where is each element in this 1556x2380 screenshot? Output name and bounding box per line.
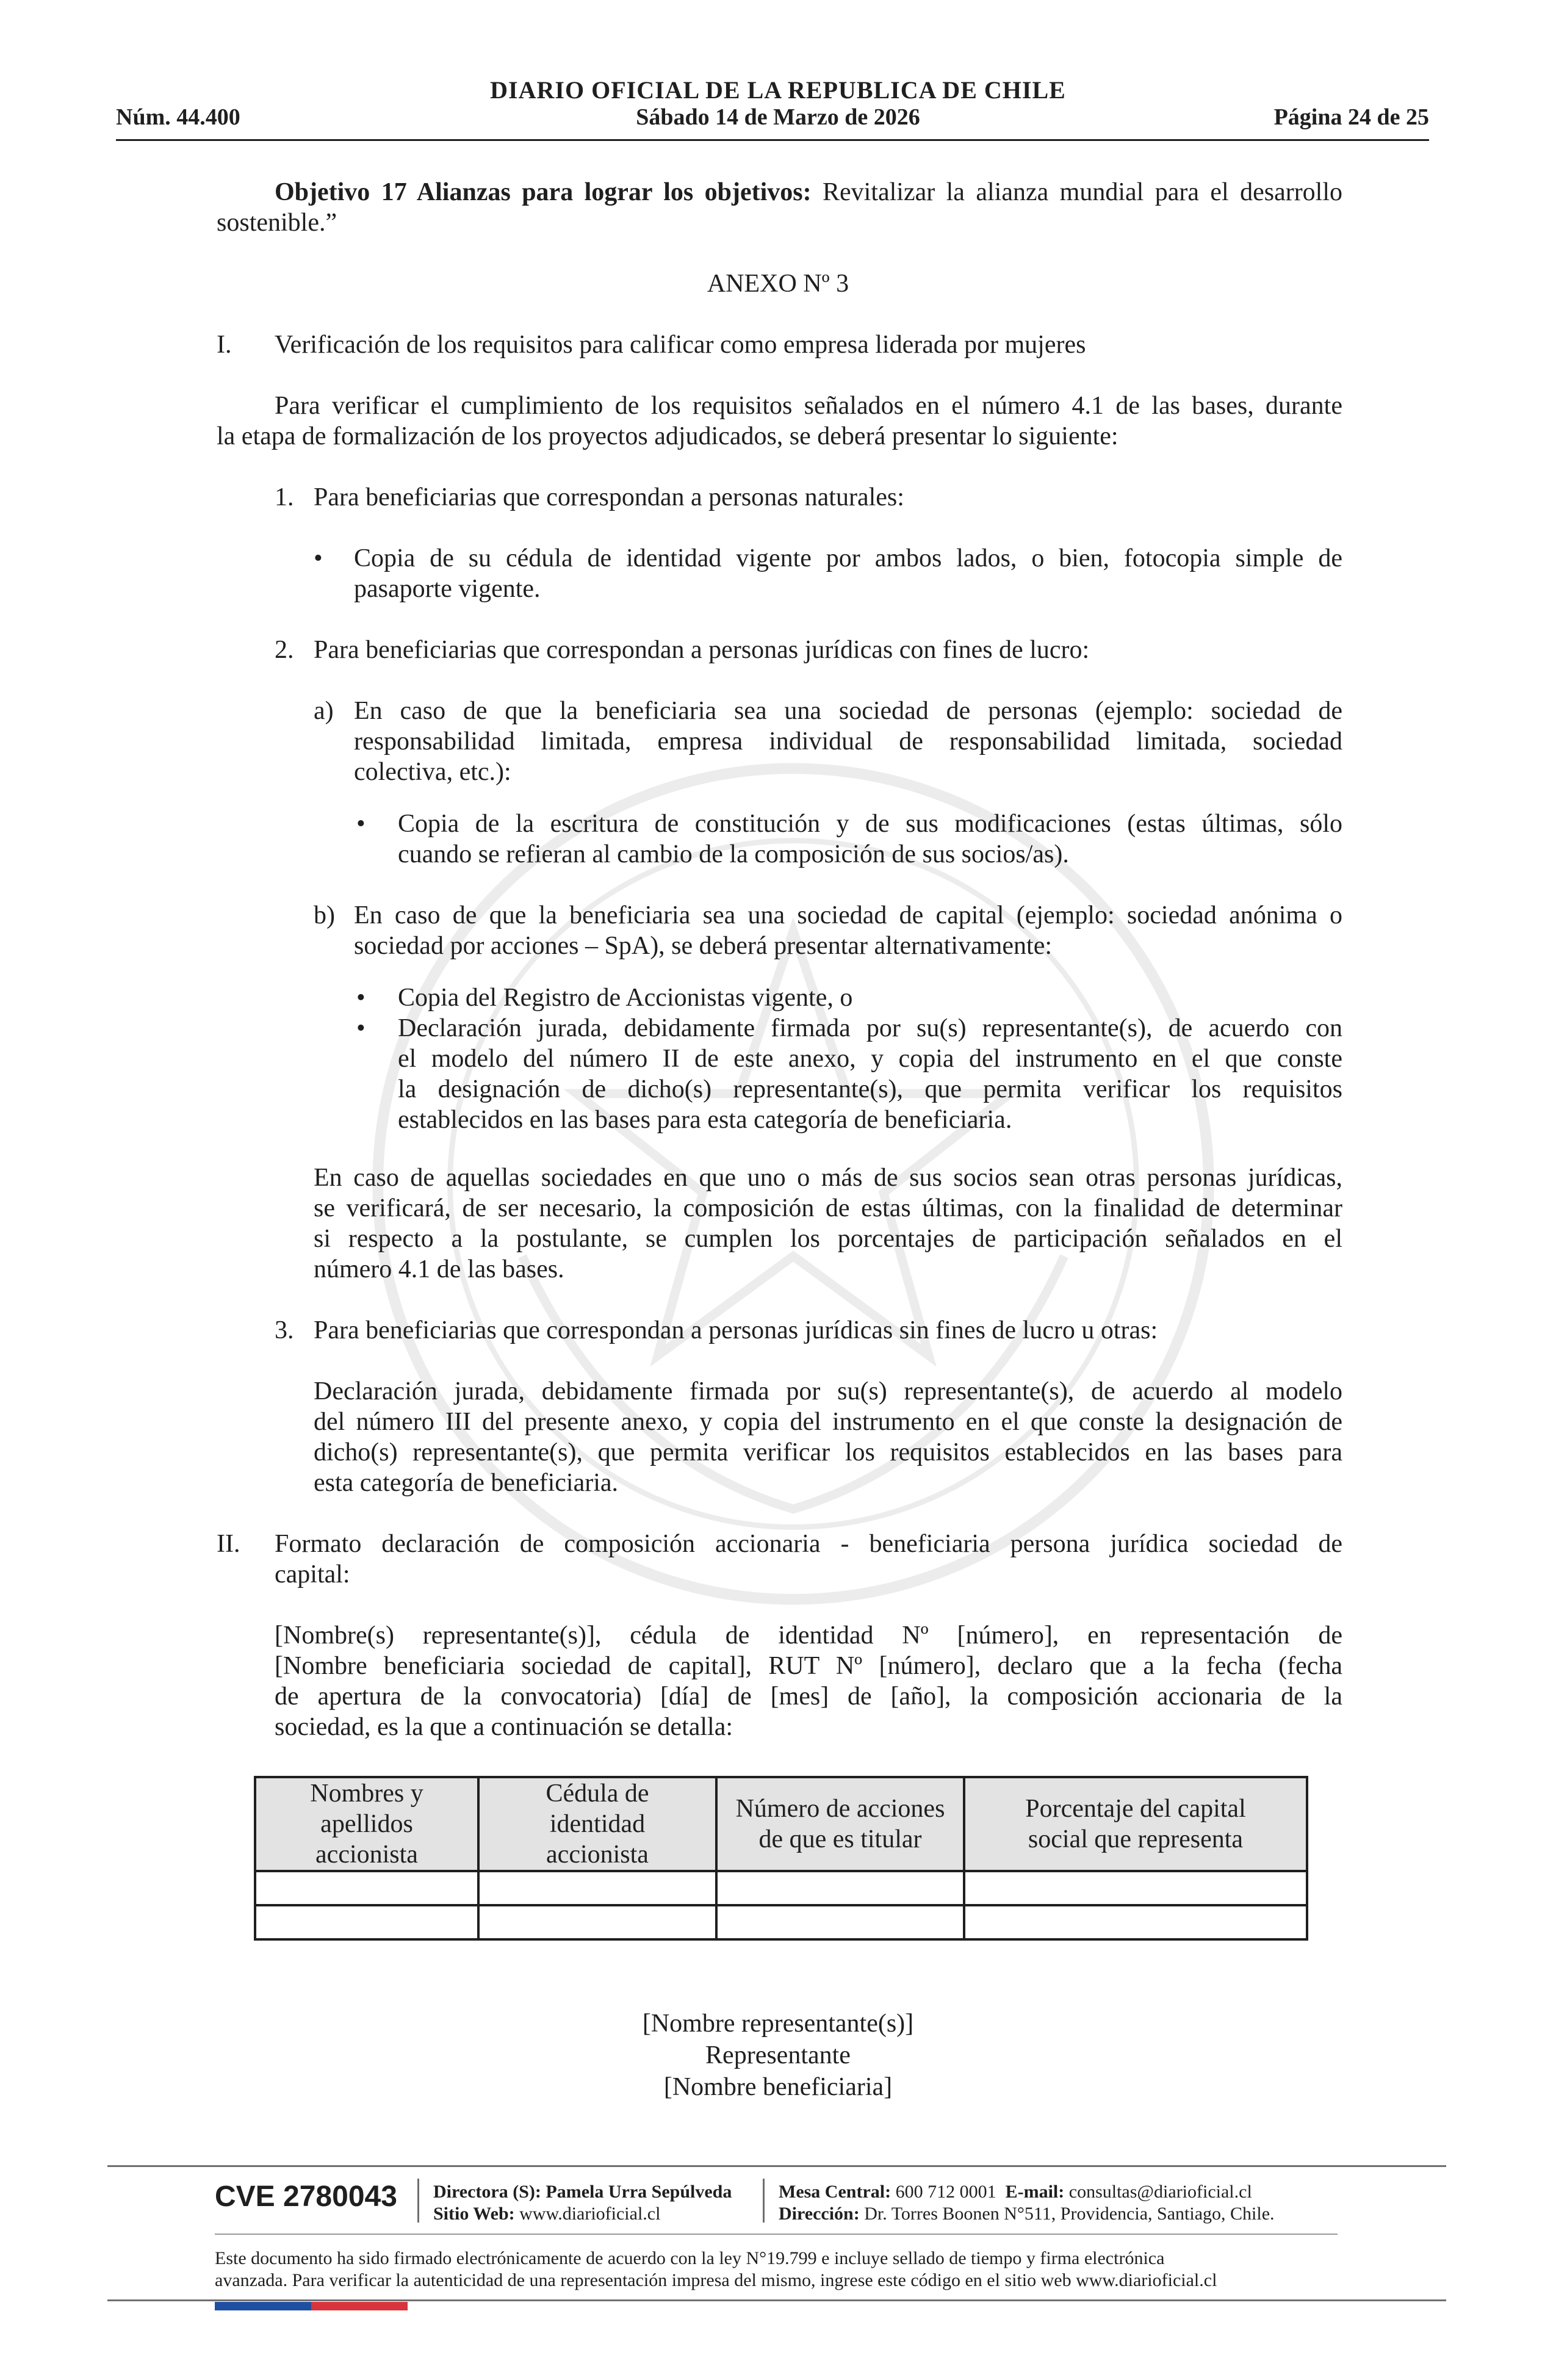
section-2-title-line-1: Formato declaración de composición accionaria - beneficiaria persona jurídica sociedad de bbox=[275, 1530, 1342, 1558]
item-3-para-line-1: Declaración jurada, debidamente firmada por su(s) representante(s), de acuerdo al modelo bbox=[314, 1377, 1342, 1405]
column-header-id: Cédula de identidad accionista bbox=[478, 1777, 716, 1871]
item-2a-bullet-line-2: cuando se refieran al cambio de la composición de sus socios/as). bbox=[398, 840, 1069, 868]
bullet-icon: • bbox=[356, 984, 366, 1012]
table-cell bbox=[255, 1871, 478, 1905]
objective-label: Objetivo 17 Alianzas para lograr los objetivos: bbox=[275, 178, 812, 206]
table-row bbox=[255, 1871, 1307, 1905]
item-2b-bullet-2-line-4: establecidos en las bases para esta categoría de beneficiaria. bbox=[398, 1106, 1012, 1134]
table-row bbox=[255, 1905, 1307, 1939]
item-2-number: 2. bbox=[275, 636, 294, 664]
email-link[interactable]: consultas@diarioficial.cl bbox=[1068, 2182, 1252, 2202]
item-2a-line-2: responsabilidad limitada, empresa individual de responsabilidad limitada, sociedad bbox=[354, 727, 1342, 755]
section-2-para-line-4: sociedad, es la que a continuación se detalla: bbox=[275, 1713, 733, 1741]
item-2b-bullet-2-line-2: el modelo del número II de este anexo, y copia del instrumento en el que conste bbox=[398, 1045, 1342, 1073]
item-2b-line-2: sociedad por acciones – SpA), se deberá presentar alternativamente: bbox=[354, 932, 1053, 960]
item-2-para-line-1: En caso de aquellas sociedades en que uno o más de sus socios sean otras personas jurídicas, bbox=[314, 1164, 1342, 1192]
section-1-numeral: I. bbox=[217, 331, 232, 359]
website-link[interactable]: www.diarioficial.cl bbox=[519, 2204, 661, 2224]
column-header-percentage: Porcentaje del capital social que representa bbox=[964, 1777, 1307, 1871]
footer-bottom-divider bbox=[107, 2299, 1446, 2301]
item-2a-line-1: En caso de que la beneficiaria sea una sociedad de personas (ejemplo: sociedad de bbox=[354, 697, 1342, 725]
annex-title: ANEXO Nº 3 bbox=[707, 270, 849, 298]
objective-text: Revitalizar la alianza mundial para el desarrollo bbox=[823, 178, 1343, 206]
footer-separator bbox=[763, 2179, 765, 2223]
section-2-para-line-1: [Nombre(s) representante(s)], cédula de identidad Nº [número], en representación de bbox=[275, 1621, 1342, 1650]
item-2a-label: a) bbox=[314, 697, 334, 725]
item-3-para-line-4: esta categoría de beneficiaria. bbox=[314, 1469, 619, 1497]
item-1-bullet-line-2: pasaporte vigente. bbox=[354, 575, 541, 603]
item-3-text: Para beneficiarias que correspondan a personas jurídicas sin fines de lucro u otras: bbox=[314, 1316, 1158, 1344]
footer-separator bbox=[417, 2179, 419, 2223]
table-cell bbox=[964, 1871, 1307, 1905]
issue-number: Núm. 44.400 bbox=[116, 104, 240, 130]
signature-role: Representante bbox=[705, 2041, 851, 2069]
section-2-numeral: II. bbox=[217, 1530, 240, 1558]
item-2b-line-1: En caso de que la beneficiaria sea una sociedad de capital (ejemplo: sociedad anónima o bbox=[354, 901, 1342, 929]
section-1-title: Verificación de los requisitos para calificar como empresa liderada por mujeres bbox=[275, 331, 1086, 359]
section-2-para-line-2: [Nombre beneficiaria sociedad de capital], RUT Nº [número], declaro que a la fecha (fecha bbox=[275, 1652, 1342, 1680]
director-line: Directora (S): Pamela Urra Sepúlveda bbox=[433, 2182, 732, 2202]
flag-stripe-red bbox=[311, 2302, 408, 2310]
item-2b-bullet-2-line-1: Declaración jurada, debidamente firmada por su(s) representante(s), de acuerdo con bbox=[398, 1014, 1342, 1042]
signature-entity: [Nombre beneficiaria] bbox=[663, 2073, 893, 2101]
section-2-title-line-2: capital: bbox=[275, 1560, 350, 1588]
item-3-number: 3. bbox=[275, 1316, 294, 1344]
table-cell bbox=[255, 1905, 478, 1939]
footer-inner-divider bbox=[215, 2234, 1338, 2235]
newspaper-title: DIARIO OFICIAL DE LA REPUBLICA DE CHILE bbox=[490, 76, 1066, 104]
table-cell bbox=[964, 1905, 1307, 1939]
bullet-icon: • bbox=[314, 544, 323, 572]
item-2-para-line-3: si respecto a la postulante, se cumplen los porcentajes de participación señalados en el bbox=[314, 1225, 1342, 1253]
cve-code: CVE 2780043 bbox=[215, 2180, 397, 2213]
column-header-shares: Número de acciones de que es titular bbox=[716, 1777, 964, 1871]
table-cell bbox=[478, 1871, 716, 1905]
table-cell bbox=[716, 1871, 964, 1905]
signature-name: [Nombre representante(s)] bbox=[642, 2010, 914, 2038]
bullet-icon: • bbox=[356, 1014, 366, 1042]
column-header-names: Nombres y apellidos accionista bbox=[255, 1777, 478, 1871]
contact-line: Mesa Central: 600 712 0001 E-mail: consultas@diarioficial.cl bbox=[779, 2182, 1252, 2202]
item-2-para-line-2: se verificará, de ser necesario, la composición de estas últimas, con la finalidad de determinar bbox=[314, 1194, 1342, 1222]
item-2b-bullet-2-line-3: la designación de dicho(s) representante(s), que permita verificar los requisitos bbox=[398, 1075, 1342, 1103]
table-cell bbox=[478, 1905, 716, 1939]
section-1-intro-line-2: la etapa de formalización de los proyectos adjudicados, se deberá presentar lo siguiente: bbox=[217, 422, 1118, 450]
intro-line-2: sostenible.” bbox=[217, 209, 337, 237]
item-2-text: Para beneficiarias que correspondan a personas jurídicas con fines de lucro: bbox=[314, 636, 1090, 664]
address-line: Dirección: Dr. Torres Boonen N°511, Providencia, Santiago, Chile. bbox=[779, 2204, 1275, 2224]
electronic-signature-notice: Este documento ha sido firmado electrónicamente de acuerdo con la ley N°19.799 e incluye sellado de tiempo y firma electrónica avanzada. Para verificar la autenticidad de una representación impresa del mismo, ingrese este código en el sitio web www.diarioficial.cl bbox=[215, 2248, 1217, 2290]
item-3-para-line-2: del número III del presente anexo, y copia del instrumento en el que conste la designación de bbox=[314, 1408, 1342, 1436]
item-2-para-line-4: número 4.1 de las bases. bbox=[314, 1255, 564, 1283]
footer-top-divider bbox=[107, 2165, 1446, 2167]
item-2a-bullet-line-1: Copia de la escritura de constitución y de sus modificaciones (estas últimas, sólo bbox=[398, 810, 1342, 838]
table-header-row bbox=[255, 1777, 1307, 1871]
bullet-icon: • bbox=[356, 810, 366, 838]
item-1-text: Para beneficiarias que correspondan a personas naturales: bbox=[314, 483, 904, 511]
flag-stripe-blue bbox=[215, 2302, 311, 2310]
item-1-number: 1. bbox=[275, 483, 294, 511]
item-1-bullet-line-1: Copia de su cédula de identidad vigente por ambos lados, o bien, fotocopia simple de bbox=[354, 544, 1342, 572]
section-2-para-line-3: de apertura de la convocatoria) [día] de [mes] de [año], la composición accionaria de la bbox=[275, 1682, 1342, 1711]
issue-date: Sábado 14 de Marzo de 2026 bbox=[636, 104, 920, 130]
intro-line-1 bbox=[275, 177, 1342, 207]
table-cell bbox=[716, 1905, 964, 1939]
shareholder-table bbox=[254, 1776, 1308, 1941]
item-3-para-line-3: dicho(s) representante(s), que permita verificar los requisitos establecidos en las bases para bbox=[314, 1438, 1342, 1466]
section-1-intro-line-1: Para verificar el cumplimiento de los requisitos señalados en el número 4.1 de las bases, durante bbox=[275, 392, 1342, 420]
page-indicator: Página 24 de 25 bbox=[1273, 104, 1429, 130]
header-divider bbox=[116, 139, 1429, 141]
website-line: Sitio Web: www.diarioficial.cl bbox=[433, 2204, 661, 2224]
item-2b-label: b) bbox=[314, 901, 335, 929]
item-2a-line-3: colectiva, etc.): bbox=[354, 758, 511, 786]
item-2b-bullet-1: Copia del Registro de Accionistas vigente, o bbox=[398, 984, 853, 1012]
